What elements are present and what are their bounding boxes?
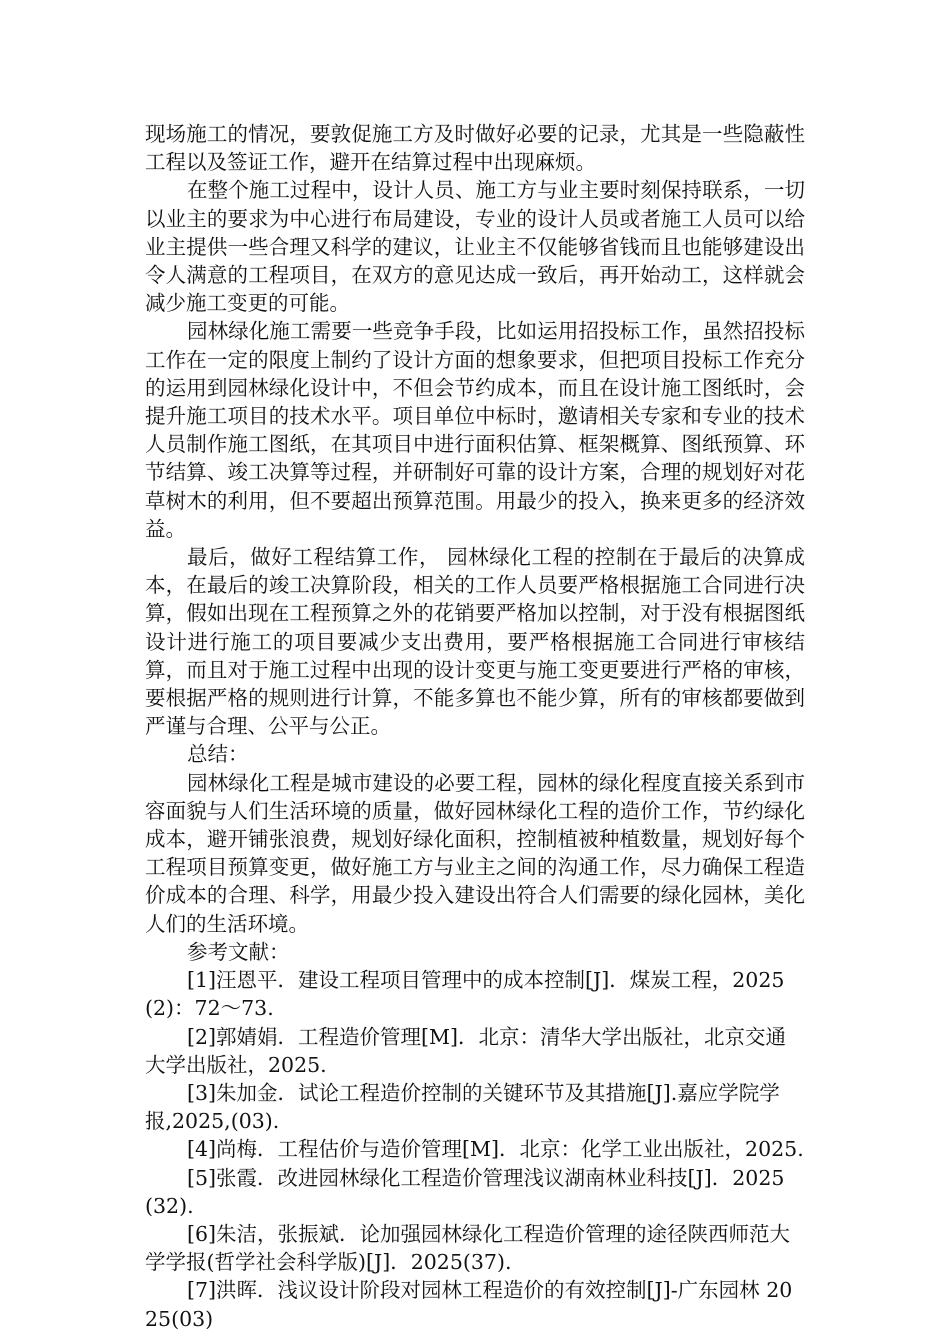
- document-page: [145, 120, 805, 1333]
- reference-item: [7]洪晖．浅议设计阶段对园林工程造价的有效控制[J]-广东园林 2025(03): [145, 1278, 793, 1331]
- reference-item: [4]尚梅．工程估价与造价管理[M]．北京：化学工业出版社，2025.: [187, 1137, 804, 1162]
- summary-heading: 总结：: [187, 742, 249, 767]
- reference-item: [3]朱加金．试论工程造价控制的关键环节及其措施[J].嘉应学院学报,2025,(03).: [145, 1080, 780, 1134]
- reference-item: [2]郭婧娟．工程造价管理[M]．北京：清华大学出版社，北京交通大学出版社，2025.: [145, 1024, 787, 1077]
- body-paragraph-communication: 在整个施工过程中，设计人员、施工方与业主要时刻保持联系，一切以业主的要求为中心进行布局建设，专业的设计人员或者施工人员可以给业主提供一些合理又科学的建议，让业主不仅能够省钱而且也能够建设出令人满意的工程项目，在双方的意见达成一致后，再开始动工，这样就会减少施工变更的可能。: [145, 178, 805, 316]
- reference-item: [5]张霞．改进园林绿化工程造价管理浅议湖南林业科技[J]．2025(32).: [145, 1165, 785, 1218]
- references-list: [145, 966, 805, 1333]
- body-paragraph-settlement: 最后，做好工程结算工作， 园林绿化工程的控制在于最后的决算成本，在最后的竣工决算阶段，相关的工作人员要严格根据施工合同进行决算，假如出现在工程预算之外的花销要严格加以控制，对于没有根据图纸设计进行施工的项目要减少支出费用，要严格根据施工合同进行审核结算，而且对于施工过程中出现的设计变更与施工变更要进行严格的审核，要根据严格的规则进行计算，不能多算也不能少算，所有的审核都要做到严谨与合理、公平与公正。: [145, 545, 805, 739]
- body-paragraph-bidding: 园林绿化施工需要一些竞争手段，比如运用招投标工作，虽然招投标工作在一定的限度上制约了设计方面的想象要求，但把项目投标工作充分的运用到园林绿化设计中，不但会节约成本，而且在设计施工图纸时，会提升施工项目的技术水平。项目单位中标时，邀请相关专家和专业的技术人员制作施工图纸，在其项目中进行面积估算、框架概算、图纸预算、环节结算、竣工决算等过程，并研制好可靠的设计方案，合理的规划好对花草树木的利用，但不要超出预算范围。用最少的投入，换来更多的经济效益。: [145, 319, 805, 541]
- body-paragraph-continued: 现场施工的情况，要敦促施工方及时做好必要的记录，尤其是一些隐蔽性工程以及签证工作，避开在结算过程中出现麻烦。: [145, 122, 805, 175]
- reference-item: [1]汪恩平．建设工程项目管理中的成本控制[J]．煤炭工程，2025(2)：72～73.: [145, 968, 785, 1021]
- references-heading: 参考文献：: [187, 939, 290, 964]
- summary-paragraph: 园林绿化工程是城市建设的必要工程，园林的绿化程度直接关系到市容面貌与人们生活环境的质量，做好园林绿化工程的造价工作，节约绿化成本，避开铺张浪费，规划好绿化面积，控制植被种植数量，规划好每个工程项目预算变更，做好施工方与业主之间的沟通工作，尽力确保工程造价成本的合理、科学，用最少投入建设出符合人们需要的绿化园林，美化人们的生活环境。: [145, 770, 805, 936]
- reference-item: [6]朱洁，张振斌．论加强园林绿化工程造价管理的途径陕西师范大学学报(哲学社会科学版)[J]．2025(37).: [145, 1221, 791, 1275]
